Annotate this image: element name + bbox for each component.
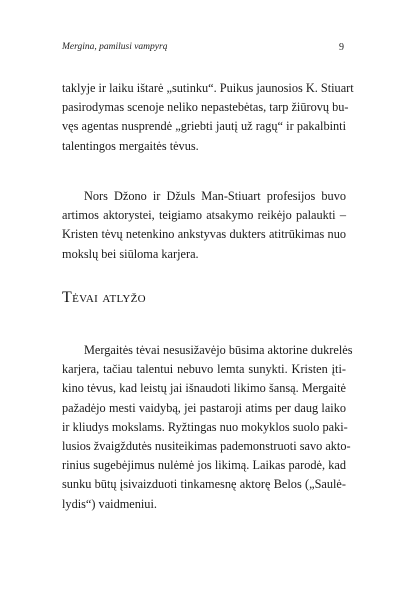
paragraph-line: artimos aktorystei, teigiamo atsakymo reikėjo palaukti –: [62, 208, 346, 223]
paragraph-line: rinius sugebėjimus nulėmė jos likimą. Laikas parodė, kad: [62, 458, 346, 473]
paragraph-line: Nors Džono ir Džuls Man-Stiuart profesijos buvo: [84, 189, 346, 203]
running-head-title: Mergina, pamilusi vampyrą: [62, 42, 168, 52]
paragraph-line: pažadėjo mesti vaidybą, jei pastaroji atims per daug laiko: [62, 400, 346, 415]
paragraph-line: taklyje ir laiku ištarė „sutinku“. Puikus jaunosios K. Stiuart: [62, 81, 354, 95]
page-number: 9: [339, 42, 344, 53]
paragraph-line: sunku būtų įsivaizduoti tinkamesnę aktorę Belos („Saulė-: [62, 477, 346, 492]
paragraph-line: mokslų bei siūloma karjera.: [62, 246, 199, 261]
paragraph-1: [62, 79, 354, 156]
paragraph-line: lusios žvaigždutės nusiteikimas pademonstruoti savo akto-: [62, 439, 351, 454]
paragraph-line: Mergaitės tėvai nesusižavėjo būsima aktorine dukrelės: [84, 343, 353, 357]
paragraph-line: pasirodymas scenoje neliko nepastebėtas, tarp žiūrovų bu-: [62, 100, 349, 115]
paragraph-line: lydis“) vaidmeniui.: [62, 496, 157, 511]
paragraph-2: [62, 187, 346, 264]
paragraph-line: vęs agentas nusprendė „griebti jautį už ragų“ ir pakalbinti: [62, 119, 346, 134]
paragraph-line: kino tėvus, kad leistų jai išnaudoti likimo šansą. Mergaitė: [62, 381, 346, 396]
section-heading: Tėvai atlyžo: [62, 289, 146, 306]
paragraph-line: Kristen tėvų netenkino ankstyvas dukters atitrūkimas nuo: [62, 227, 346, 242]
paragraph-line: ir kliudys mokslams. Ryžtingas nuo mokyklos suolo paki-: [62, 419, 348, 434]
paragraph-line: karjera, tačiau talentui nebuvo lemta sunykti. Kristen įti-: [62, 362, 346, 377]
paragraph-3: [62, 341, 353, 514]
paragraph-line: talentingos mergaitės tėvus.: [62, 138, 199, 153]
